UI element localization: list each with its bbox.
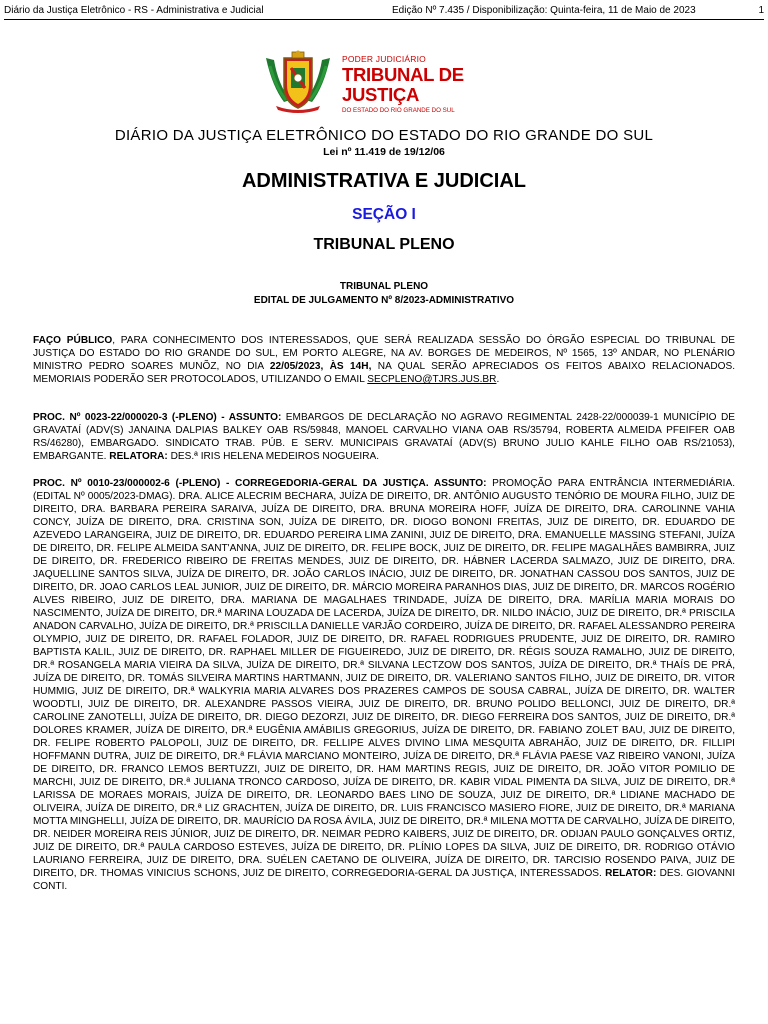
coat-of-arms-icon xyxy=(262,50,334,114)
email-link[interactable]: SECPLENO@TJRS.JUS.BR xyxy=(367,374,497,385)
section-title: SEÇÃO I xyxy=(352,206,416,223)
notice-text: , PARA CONHECIMENTO DOS INTERESSADOS, QUE SERÁ REALIZADA SESSÃO DO ÓRGÃO ESPECIAL DO TRIBUNAL DE JUSTIÇA DO ESTADO DO RIO GRANDE DO SUL, EM PORTO ALEGRE, NA AV. BORGES DE MEDEIROS, Nº 1565, 13º ANDAR, NO PLENÁRIO MINISTRO PEDRO SOARES MUNÕZ, NO DIA xyxy=(33,335,735,372)
page-header xyxy=(4,5,764,17)
case-1-relator: DES.ª IRIS HELENA MEDEIROS NOGUEIRA. xyxy=(167,451,380,462)
brand-line-poder: PODER JUDICIÁRIO xyxy=(342,54,426,64)
brand-line-tribunal: TRIBUNAL DE JUSTIÇA xyxy=(342,64,464,105)
case-2-relator: DES. GIOVANNI CONTI. xyxy=(33,868,735,892)
header-edition: Edição Nº 7.435 / Disponibilização: Quinta-feira, 11 de Maio de 2023 xyxy=(392,5,696,16)
header-journal-name: Diário da Justiça Eletrônico - RS - Administrativa e Judicial xyxy=(4,5,264,16)
notice-end: . xyxy=(496,374,500,385)
case-1-text: EMBARGOS DE DECLARAÇÃO NO AGRAVO REGIMENTAL 2428-22/000039-1 MUNICÍPIO DE GRAVATAÍ (ADV(S) JANAINA DALPIAS BALKEY OAB RS/59848, MANOEL CARVALHO VIANA OAB RS/35794, ROBERTA ALMEIDA PFEIFER OAB RS/46280), EMBARGADO. SINDICATO TRAB. PÚB. E SERV. MUNICIPAIS GRAVATAÍ (ADV(S) BRUNO JULIO KAHLE FILHO OAB RS/21053), EMBARGANTE. xyxy=(33,412,736,462)
journal-title: DIÁRIO DA JUSTIÇA ELETRÔNICO DO ESTADO DO RIO GRANDE DO SUL xyxy=(114,127,654,144)
case-2-text: PROMOÇÃO PARA ENTRÂNCIA INTERMEDIÁRIA. (EDITAL Nº 0005/2023-DMAG). DRA. ALICE ALECRIM BECHARA, JUÍZA DE DIREITO, DR. ANTÔNIO AUGUSTO TENÓRIO DE MOURA FILHO, JUIZ DE DIREITO, DRA. BARBARA PEREIRA SARAIVA, JUÍZA DE DIREITO, DRA. BRUNA MOREIRA HOFF, JUÍZA DE DIREITO, DRA. CAROLINNE VAHIA CONCY, JUÍZA DE DIREITO, DRA. CRISTINA SON, JUÍZA DE DIREITO, DR. DIOGO BONONI FREITAS, JUIZ DE DIREITO, DR. EDUARDO DE AZEVEDO LARANGEIRA, JUIZ DE DIREITO, DR. EDUARDO PEREIRA LIMA ZANINI, JUIZ DE DIREITO, DRA. EMANUELLE MASSING STEFANI, JUÍZA DE DIREITO, DR. FELIPE ALMEIDA SANT'ANNA, JUIZ DE DIREITO, DR. FELIPE BOCK, JUIZ DE DIREITO, DR. FELIPE MAGALHÃES BAMBIRRA, JUIZ DE DIREITO, DR. FREDERICO RIBEIRO DE FREITAS MENDES, JUIZ DE DIREITO, DR. HÁBNER LACERDA SALMAZO, JUIZ DE DIREITO, DRA. JAQUELLINE SANTOS SILVA, JUÍZA DE DIREITO, DR. JOÃO CARLOS INÁCIO, JUIZ DE DIREITO, DR. JONATHAN CASSOU DOS SANTOS, JUIZ DE DIREITO, DR. JOAO CARLOS LEAL JUNIOR, JUIZ DE DIREITO, DR. MÁRCIO MOREIRA PARANHOS DIAS, JUIZ DE DIREITO, DR. MARCOS ROGÉRIO ALVES RIBEIRO, JUIZ DE DIREITO, DRA. MARIANA DE MAGALHAES TRINDADE, JUÍZA DE DIREITO, DRA. MARÍLIA MARIA MORAIS DO NASCIMENTO, JUÍZA DE DIREITO, DR.ª MARINA LOUZADA DE LACERDA, JUÍZA DE DIREITO, DR. NILDO INÁCIO, JUIZ DE DIREITO, DR.ª PRISCILA ANADON CARVALHO, JUÍZA DE DIREITO, DR.ª PRISCILLA DANIELLE VARJÃO CORDEIRO, JUÍZA DE DIREITO, DR. RAFAEL ALESSANDRO PEREIRA OLYMPIO, JUIZ DE DIREITO, DR. RAFAEL FOLADOR, JUIZ DE DIREITO, DR. RAFAEL RODRIGUES PRUDENTE, JUIZ DE DIREITO, DR. RAMIRO BAPTISTA KALIL, JUIZ DE DIREITO, DR. RAPHAEL MILLER DE FIGUEIREDO, JUIZ DE DIREITO, DR. RÉGIS SOUZA RAMALHO, JUIZ DE DIREITO, DR.ª ROSANGELA MARIA VIEIRA DA SILVA, JUÍZA DE DIREITO, DR.ª SILVANA LECTZOW DOS SANTOS, JUÍZA DE DIREITO, DR.ª THAÍS DE PRÁ, JUÍZA DE DIREITO, DR. TOMÁS SILVEIRA MARTINS HARTMANN, JUIZ DE DIREITO, DR. VALERIANO SANTOS FILHO, JUIZ DE DIREITO, DR. VITOR HUMMIG, JUIZ DE DIREITO, DR.ª WALKYRIA MARIA ALVARES DOS PRAZERES CAMPOS DE SOUSA CABRAL, JUÍZA DE DIREITO, DR. WALTER WOODTLI, JUIZ DE DIREITO, DR. ALEXANDRE PASSOS VIEIRA, JUIZ DE DIREITO, DR. BRUNO POLIDO BELLONCI, JUIZ DE DIREITO, DR.ª CAROLINE ZANOTELLI, JUÍZA DE DIREITO, DR. DIEGO DEZORZI, JUIZ DE DIREITO, DR. DIEGO FERREIRA DOS SANTOS, JUIZ DE DIREITO, DR.ª DOLORES KRAMER, JUÍZA DE DIREITO, DR.ª EUGÊNIA AMÁBILIS GREGORIUS, JUÍZA DE DIREITO, DR. FABIANO ZOLET BAU, JUIZ DE DIREITO, DR. FELIPE ROBERTO PALOPOLI, JUIZ DE DIREITO, DR. FELLIPE ALVES DIVINO LIMA MESQUITA ABRAHÃO, JUIZ DE DIREITO, DR. FILLIPI HOFFMANN DUTRA, JUIZ DE DIREITO, DR.ª FLÁVIA MARCIANO MONTEIRO, JUÍZA DE DIREITO, DR.ª FLÁVIA PAESE VAZ RIBEIRO VANONI, JUÍZA DE DIREITO, DR. FRANCO LEMOS BERTUZZI, JUIZ DE DIREITO, DR. HAM MARTINS REGIS, JUIZ DE DIREITO, DR. JOÃO VITOR POMILIO DE MARCHI, JUIZ DE DIREITO, DR.ª JULIANA TRONCO CARDOSO, JUÍZA DE DIREITO, DR. KABIR VIDAL PIMENTA DA SILVA, JUIZ DE DIREITO, DR.ª LARISSA DE MORAES MORAIS, JUÍZA DE DIREITO, DR. LEONARDO BAES LINO DE SOUZA, JUIZ DE DIREITO, DR.ª LIDIANE MACHADO DE OLIVEIRA, JUÍZA DE DIREITO, DR.ª LIZ GRACHTEN, JUÍZA DE DIREITO, DR. LUIS FRANCISCO MASIERO FIORE, JUIZ DE DIREITO, DR.ª MARIANA MOTTA MINGHELLI, JUÍZA DE DIREITO, DR. MAURÍCIO DA ROSA ÁVILA, JUIZ DE DIREITO, DR.ª MILENA MOTTA DE CARVALHO, JUÍZA DE DIREITO, DR. NEIDER MOREIRA REIS JÚNIOR, JUIZ DE DIREITO, DR. NEIMAR PEDRO KAIBERS, JUIZ DE DIREITO, DR. ODIJAN PAULO GONÇALVES ORTIZ, JUIZ DE DIREITO, DR.ª PAULA CARDOSO ESTEVES, JUÍZA DE DIREITO, DR. PLÍNIO LOPES DA SILVA, JUIZ DE DIREITO, DR. RODRIGO OTÁVIO LAURIANO FERREIRA, JUIZ DE DIREITO, DRA. SUÉLEN CAETANO DE OLIVEIRA, JUÍZA DE DIREITO, DR. TARCISIO ROSENDO PAIVA, JUIZ DE DIREITO, DR. THOMAS VINICIUS SCHONS, JUIZ DE DIREITO, CORREGEDORIA-GERAL DA JUSTIÇA, INTERESSADOS. xyxy=(33,478,735,879)
notice-lead: FAÇO PÚBLICO xyxy=(33,335,113,346)
notice-paragraph xyxy=(33,334,735,386)
section-type-title: ADMINISTRATIVA E JUDICIAL xyxy=(241,170,527,192)
case-2-header: PROC. Nº 0010-23/000002-6 (-PLENO) - CORREGEDORIA-GERAL DA JUSTIÇA. ASSUNTO: xyxy=(33,478,487,489)
court-title: TRIBUNAL PLENO xyxy=(313,236,455,253)
session-datetime: 22/05/2023, ÀS 14H, xyxy=(269,361,372,372)
notice-text-2: NA QUAL SERÃO APRECIADOS OS FEITOS ABAIXO RELACIONADOS. MEMORIAIS PODERÃO SER PROTOCOLADOS, UTILIZANDO O EMAIL xyxy=(33,361,736,385)
brand-line-estado: DO ESTADO DO RIO GRANDE DO SUL xyxy=(342,107,455,114)
case-1-header: PROC. Nº 0023-22/000020-3 (-PLENO) - ASSUNTO: xyxy=(33,412,282,423)
case-1-relator-label: RELATORA: xyxy=(109,451,168,462)
case-paragraph-1 xyxy=(33,411,735,463)
sub-court-title: TRIBUNAL PLENO xyxy=(339,281,429,292)
case-2-relator-label: RELATOR: xyxy=(605,868,657,879)
case-paragraph-2 xyxy=(33,477,735,893)
header-divider xyxy=(4,19,764,20)
edital-title: EDITAL DE JULGAMENTO Nº 8/2023-ADMINISTRATIVO xyxy=(253,295,515,306)
brand-text xyxy=(342,54,542,114)
header-page-number: 1 xyxy=(758,5,764,16)
law-reference: Lei nº 11.419 de 19/12/06 xyxy=(323,146,445,158)
